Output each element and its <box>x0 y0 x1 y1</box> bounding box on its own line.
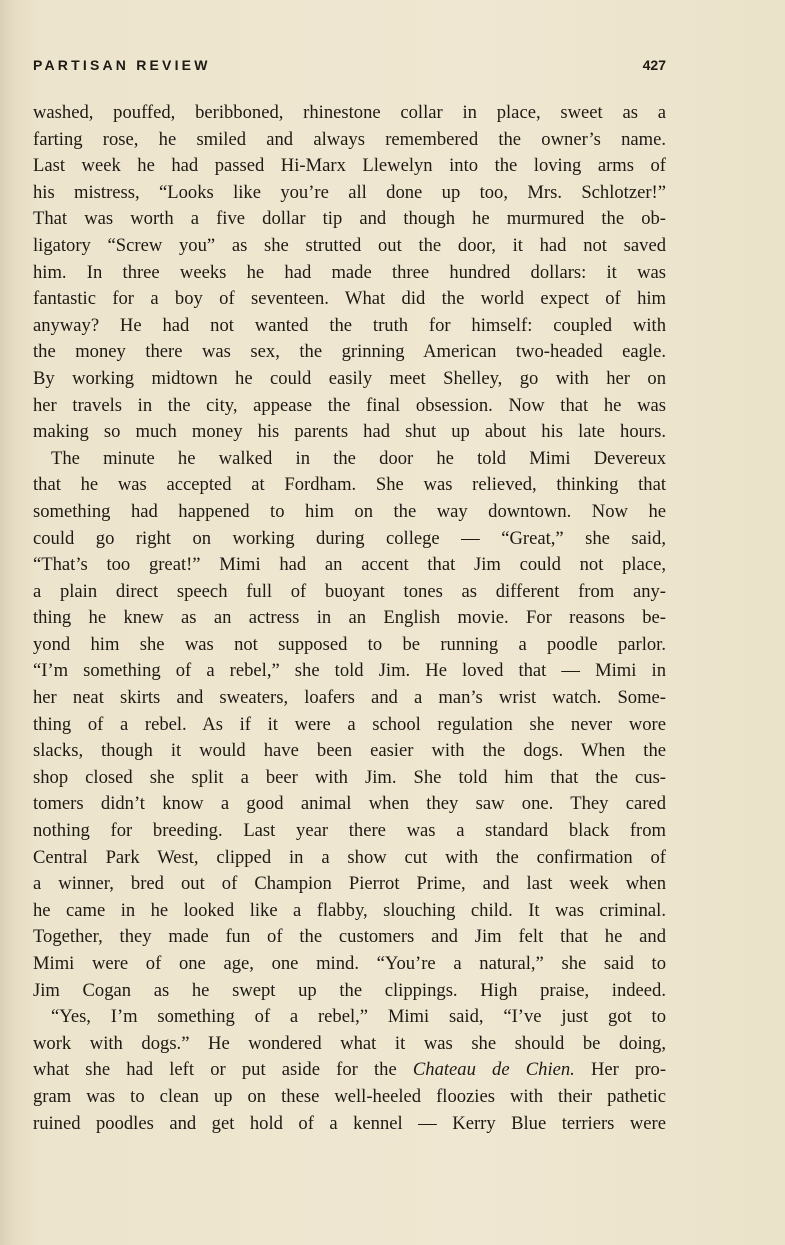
text-line: The minute he walked in the door he told Mimi Devereux <box>51 447 666 469</box>
page-number: 427 <box>642 57 666 73</box>
text-line: slacks, though it would have been easier with the dogs. When the <box>33 740 666 762</box>
text-line: a winner, bred out of Champion Pierrot Prime, and last week when <box>33 873 666 895</box>
text-line: nothing for breeding. Last year there was a standard black from <box>33 820 666 842</box>
text-line: “Yes, I’m something of a rebel,” Mimi said, “I’ve just got to <box>51 1006 666 1028</box>
text-line: By working midtown he could easily meet Shelley, go with her on <box>33 367 666 389</box>
text-line: work with dogs.” He wondered what it was she should be doing, <box>33 1032 666 1054</box>
text-segment: what she had left or put aside for the <box>33 1059 397 1081</box>
italic-title: Chateau de Chien. <box>412 1059 575 1081</box>
text-line: making so much money his parents had shut up about his late hours. <box>33 421 666 443</box>
text-line: he came in he looked like a flabby, slouching child. It was criminal. <box>33 899 666 921</box>
text-line: tomers didn’t know a good animal when they saw one. They cared <box>33 793 666 815</box>
text-line: Mimi were of one age, one mind. “You’re a natural,” she said to <box>33 953 666 974</box>
text-line: “I’m something of a rebel,” she told Jim. He loved that — Mimi in <box>33 660 666 682</box>
text-line: thing he knew as an actress in an English movie. For reasons be- <box>33 607 666 629</box>
text-line: her neat skirts and sweaters, loafers and a man’s wrist watch. Some- <box>33 687 666 709</box>
text-line: shop closed she split a beer with Jim. She told him that the cus- <box>33 766 666 788</box>
text-line: that he was accepted at Fordham. She was relieved, thinking that <box>33 474 666 496</box>
text-line: him. In three weeks he had made three hundred dollars: it was <box>33 261 666 283</box>
text-line: gram was to clean up on these well-heeled floozies with their pathetic <box>33 1085 666 1107</box>
text-line: Central Park West, clipped in a show cut with the confirmation of <box>33 846 666 868</box>
text-line: something had happened to him on the way downtown. Now he <box>33 500 666 522</box>
text-segment: Her pro- <box>591 1059 666 1081</box>
page-header <box>33 57 666 77</box>
text-line: a plain direct speech full of buoyant tones as different from any- <box>33 580 666 602</box>
text-line: anyway? He had not wanted the truth for himself: coupled with <box>33 314 666 336</box>
text-line: fantastic for a boy of seventeen. What did the world expect of him <box>33 288 666 310</box>
text-line: the money there was sex, the grinning American two-headed eagle. <box>33 341 666 363</box>
text-line: could go right on working during college — “Great,” she said, <box>33 527 666 549</box>
text-line: Jim Cogan as he swept up the clippings. High praise, indeed. <box>33 979 666 1001</box>
text-line: washed, pouffed, beribboned, rhinestone collar in place, sweet as a <box>33 102 666 123</box>
body-text <box>33 100 666 1137</box>
text-line: That was worth a five dollar tip and though he murmured the ob- <box>33 208 666 230</box>
text-line <box>33 1057 666 1084</box>
text-line: farting rose, he smiled and always remembered the owner’s name. <box>33 128 666 150</box>
text-line: ligatory “Screw you” as she strutted out the door, it had not saved <box>33 234 666 256</box>
text-line: ruined poodles and get hold of a kennel — Kerry Blue terriers were <box>33 1112 666 1134</box>
text-line: thing of a rebel. As if it were a school regulation she never wore <box>33 713 666 735</box>
running-head: PARTISAN REVIEW <box>33 57 211 73</box>
text-line: Together, they made fun of the customers and Jim felt that he and <box>33 926 666 948</box>
text-line: his mistress, “Looks like you’re all done up too, Mrs. Schlotzer!” <box>33 181 666 203</box>
text-line: her travels in the city, appease the final obsession. Now that he was <box>33 394 666 416</box>
text-line: “That’s too great!” Mimi had an accent that Jim could not place, <box>33 554 666 576</box>
text-line: Last week he had passed Hi-Marx Llewelyn into the loving arms of <box>33 155 666 177</box>
text-line: yond him she was not supposed to be running a poodle parlor. <box>33 633 666 655</box>
